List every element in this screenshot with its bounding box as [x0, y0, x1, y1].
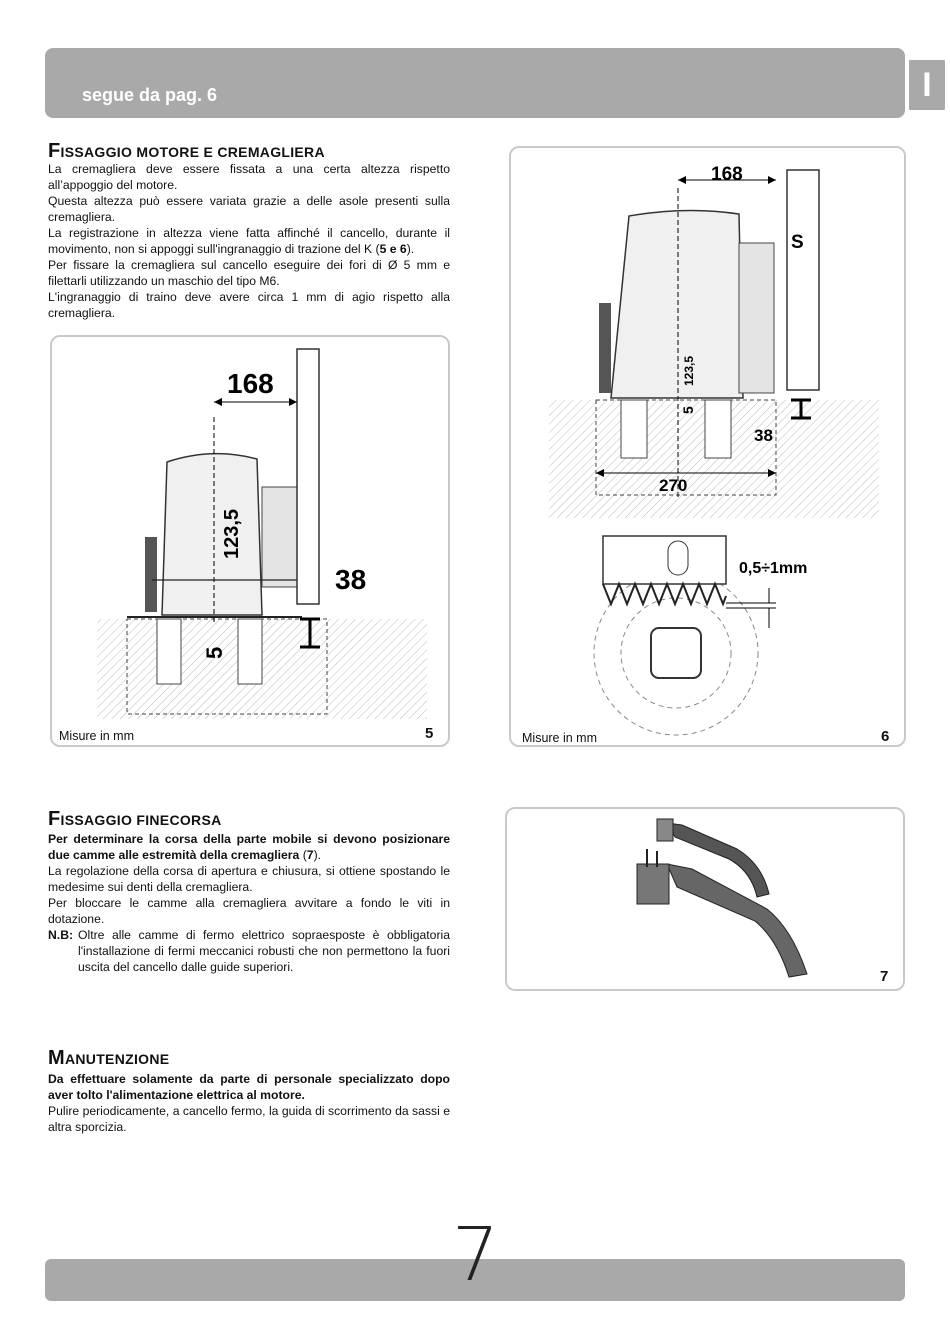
title-initial: M — [48, 1047, 65, 1069]
note-text: Oltre alle camme di fermo elettrico sopraesposte è obbligatoria l'installazione di fermi meccanici robusti che non permettono la fuori uscita del cancello dalle guide superiori. — [78, 928, 450, 974]
dimension-270: 270 — [659, 476, 688, 495]
title-initial: F — [48, 808, 61, 830]
arrowhead — [678, 176, 686, 184]
rack-profile — [603, 536, 726, 584]
section-title-maintenance — [48, 1047, 169, 1070]
dimension-168: 168 — [711, 164, 743, 185]
motor-housing — [611, 210, 743, 398]
section-title-motor-rack — [48, 140, 325, 163]
dimension-38: 38 — [754, 426, 773, 445]
paragraph — [48, 225, 450, 257]
text: ). — [313, 848, 322, 862]
text: ). — [406, 242, 415, 256]
figure-7-box — [505, 807, 905, 991]
motor-knob — [599, 303, 611, 393]
label-s: S — [791, 232, 804, 253]
title-rest: ISSAGGIO MOTORE E CREMAGLIERA — [60, 144, 325, 160]
figure-5-box — [50, 335, 450, 747]
cam-block — [637, 864, 669, 904]
figure-6-box — [509, 146, 906, 747]
motor-gear-cover — [262, 487, 300, 587]
rack-teeth — [603, 584, 726, 604]
arrowhead — [214, 398, 222, 406]
cam-bracket — [657, 819, 673, 841]
paragraph: L'ingranaggio di traino deve avere circa 1 mm di agio rispetto alla cremagliera. — [48, 290, 450, 320]
figure-ref: 5 e 6 — [379, 242, 407, 256]
header-band — [45, 48, 905, 118]
bold-text: Per determinare la corsa della parte mobile si devono posizionare due camme alle estremità della cremagliera — [48, 832, 450, 862]
dimension-168: 168 — [227, 368, 274, 399]
anchor-bolt — [621, 400, 647, 458]
title-rest: ISSAGGIO FINECORSA — [60, 812, 222, 828]
figure-ref: 7 — [306, 848, 314, 862]
title-initial: F — [48, 140, 61, 162]
gate-post — [297, 349, 319, 604]
gap-dimension: 0,5÷1mm — [739, 560, 808, 577]
note-label: N.B: — [48, 928, 74, 942]
paragraph: Per bloccare le camme alla cremagliera avvitare a fondo le viti in dotazione. — [48, 896, 450, 926]
paragraph: Pulire periodicamente, a cancello fermo, la guida di scorrimento da sassi e altra sporcizia. — [48, 1104, 450, 1134]
paragraph: Per fissare la cremagliera sul cancello eseguire dei fori di Ø 5 mm e filettarli utilizzando un maschio del tipo M6. — [48, 258, 450, 288]
section-body-motor-rack — [48, 161, 450, 321]
gate-post — [787, 170, 819, 390]
figure-6-caption: Misure in mm — [522, 731, 598, 745]
page-number: 7 — [452, 1212, 500, 1298]
cam-lower — [667, 864, 807, 977]
figure-6-number: 6 — [881, 728, 890, 745]
paragraph — [48, 831, 450, 863]
motor-rack-gear-diagram — [511, 148, 904, 745]
title-rest: ANUTENZIONE — [64, 1051, 170, 1067]
motor-knob — [145, 537, 157, 612]
text: ( — [299, 848, 307, 862]
paragraph: La regolazione della corsa di apertura e chiusura, si ottiene spostando le medesime sui denti della cremagliera. — [48, 864, 450, 894]
motor-housing — [162, 454, 262, 615]
paragraph: La cremagliera deve essere fissata a una certa altezza rispetto all’appoggio del motore. — [48, 162, 450, 192]
dimension-123-5: 123,5 — [682, 355, 696, 386]
figure-5-caption: Misure in mm — [59, 729, 135, 743]
figure-5-number: 5 — [425, 725, 434, 742]
anchor-bolt — [238, 619, 262, 684]
dimension-5: 5 — [680, 406, 696, 414]
arrowhead — [768, 176, 776, 184]
note-row — [48, 927, 450, 975]
text: La registrazione in altezza viene fatta affinché il cancello, durante il movimento, non si appoggi sull'ingranaggio di trazione del K ( — [48, 226, 450, 256]
motor-gear-cover — [739, 243, 774, 393]
paragraph: Questa altezza può essere variata grazie a delle asole presenti sulla cremagliera. — [48, 194, 450, 224]
section-title-limit-switch — [48, 808, 222, 831]
rack-slot — [668, 541, 688, 575]
anchor-bolt — [705, 400, 731, 458]
language-tab: I — [907, 58, 947, 112]
gear-hub — [651, 628, 701, 678]
arrowhead — [289, 398, 297, 406]
figure-7-number: 7 — [880, 968, 889, 985]
dimension-123-5: 123,5 — [221, 508, 243, 559]
anchor-bolt — [157, 619, 181, 684]
section-body-limit-switch — [48, 831, 450, 975]
continued-from-label: segue da pag. 6 — [82, 85, 218, 105]
dimension-38: 38 — [335, 564, 367, 595]
dimension-5: 5 — [202, 646, 227, 659]
section-body-maintenance — [48, 1071, 450, 1135]
limit-cams-illustration — [507, 809, 903, 989]
paragraph: Da effettuare solamente da parte di personale specializzato dopo aver tolto l'alimentazione elettrica al motore. — [48, 1072, 450, 1102]
motor-side-diagram — [52, 337, 448, 745]
